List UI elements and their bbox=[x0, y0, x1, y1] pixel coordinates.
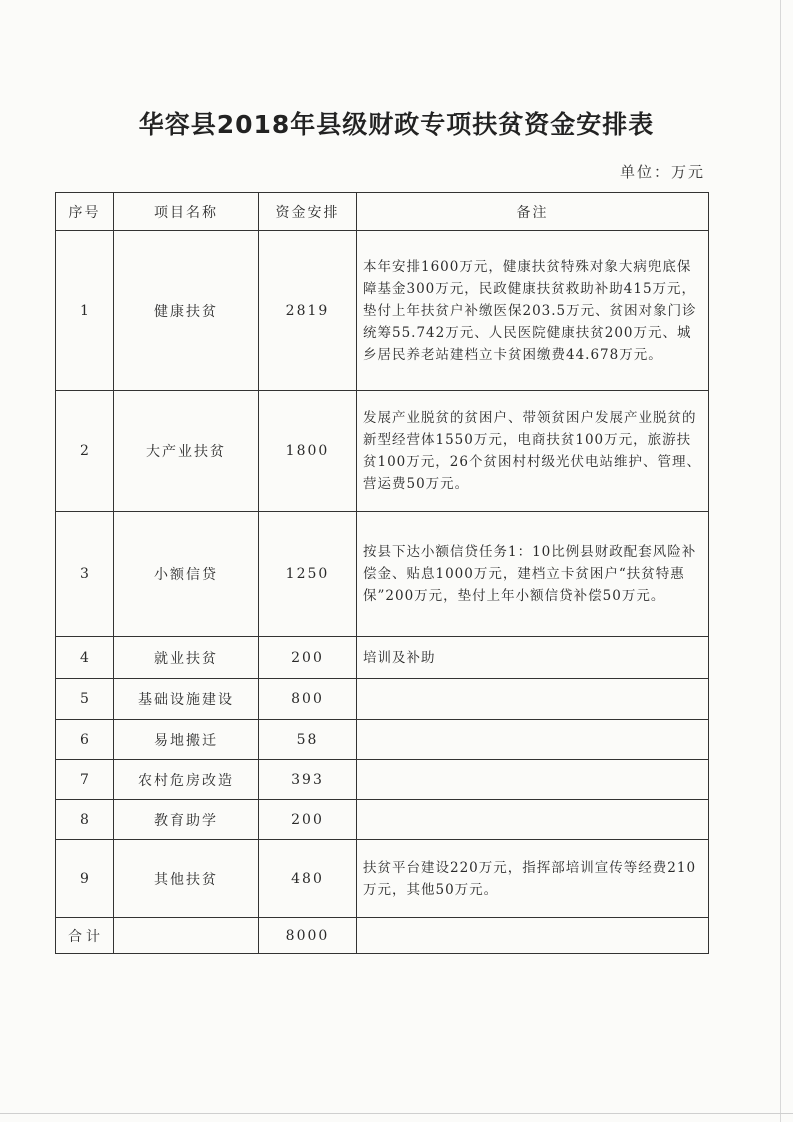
row-note: 按县下达小额信贷任务1：10比例县财政配套风险补偿金、贴息1000万元，建档立卡贫困户“扶贫特惠保”200万元，垫付上年小额信贷补偿50万元。 bbox=[357, 512, 709, 637]
row-name: 基础设施建设 bbox=[114, 679, 259, 720]
row-no: 4 bbox=[56, 637, 114, 679]
header-amount: 资金安排 bbox=[259, 193, 357, 231]
page-title: 华容县2018年县级财政专项扶贫资金安排表 bbox=[138, 110, 655, 139]
row-name: 易地搬迁 bbox=[114, 720, 259, 760]
table-row bbox=[56, 391, 709, 512]
row-name: 其他扶贫 bbox=[114, 840, 259, 918]
table-row bbox=[56, 679, 709, 720]
row-name: 小额信贷 bbox=[114, 512, 259, 637]
row-note bbox=[357, 760, 709, 800]
row-amount: 2819 bbox=[259, 231, 357, 391]
row-name: 就业扶贫 bbox=[114, 637, 259, 679]
row-amount: 1250 bbox=[259, 512, 357, 637]
row-name: 教育助学 bbox=[114, 800, 259, 840]
header-note: 备注 bbox=[357, 193, 709, 231]
header-name: 项目名称 bbox=[114, 193, 259, 231]
total-label: 合计 bbox=[56, 918, 114, 954]
table-row bbox=[56, 720, 709, 760]
row-note bbox=[357, 800, 709, 840]
row-amount: 1800 bbox=[259, 391, 357, 512]
row-name: 大产业扶贫 bbox=[114, 391, 259, 512]
scan-edge bbox=[0, 1113, 793, 1114]
row-no: 1 bbox=[56, 231, 114, 391]
row-no: 9 bbox=[56, 840, 114, 918]
row-amount: 200 bbox=[259, 800, 357, 840]
table-row bbox=[56, 840, 709, 918]
row-amount: 58 bbox=[259, 720, 357, 760]
table-header-row bbox=[56, 193, 709, 231]
row-no: 5 bbox=[56, 679, 114, 720]
row-note: 培训及补助 bbox=[357, 637, 709, 679]
row-amount: 480 bbox=[259, 840, 357, 918]
row-no: 7 bbox=[56, 760, 114, 800]
row-no: 6 bbox=[56, 720, 114, 760]
header-no: 序号 bbox=[56, 193, 114, 231]
total-row bbox=[56, 918, 709, 954]
row-note bbox=[357, 679, 709, 720]
table-row bbox=[56, 231, 709, 391]
row-amount: 393 bbox=[259, 760, 357, 800]
row-amount: 200 bbox=[259, 637, 357, 679]
table-row bbox=[56, 760, 709, 800]
row-no: 3 bbox=[56, 512, 114, 637]
table-row bbox=[56, 637, 709, 679]
row-no: 2 bbox=[56, 391, 114, 512]
total-name bbox=[114, 918, 259, 954]
scan-edge bbox=[780, 0, 781, 1122]
total-amount: 8000 bbox=[259, 918, 357, 954]
row-note: 本年安排1600万元，健康扶贫特殊对象大病兜底保障基金300万元，民政健康扶贫救助补助415万元，垫付上年扶贫户补缴医保203.5万元、贫困对象门诊统筹55.742万元、人民医院健康扶贫200万元、城乡居民养老站建档立卡贫困缴费44.678万元。 bbox=[357, 231, 709, 391]
table-row bbox=[56, 800, 709, 840]
unit-label: 单位：万元 bbox=[619, 163, 705, 181]
fund-table bbox=[55, 192, 709, 954]
table-row bbox=[56, 512, 709, 637]
row-note bbox=[357, 720, 709, 760]
total-note bbox=[357, 918, 709, 954]
row-no: 8 bbox=[56, 800, 114, 840]
row-note: 扶贫平台建设220万元，指挥部培训宣传等经费210万元，其他50万元。 bbox=[357, 840, 709, 918]
row-name: 健康扶贫 bbox=[114, 231, 259, 391]
row-amount: 800 bbox=[259, 679, 357, 720]
row-note: 发展产业脱贫的贫困户、带领贫困户发展产业脱贫的新型经营体1550万元，电商扶贫100万元，旅游扶贫100万元，26个贫困村村级光伏电站维护、管理、营运费50万元。 bbox=[357, 391, 709, 512]
row-name: 农村危房改造 bbox=[114, 760, 259, 800]
